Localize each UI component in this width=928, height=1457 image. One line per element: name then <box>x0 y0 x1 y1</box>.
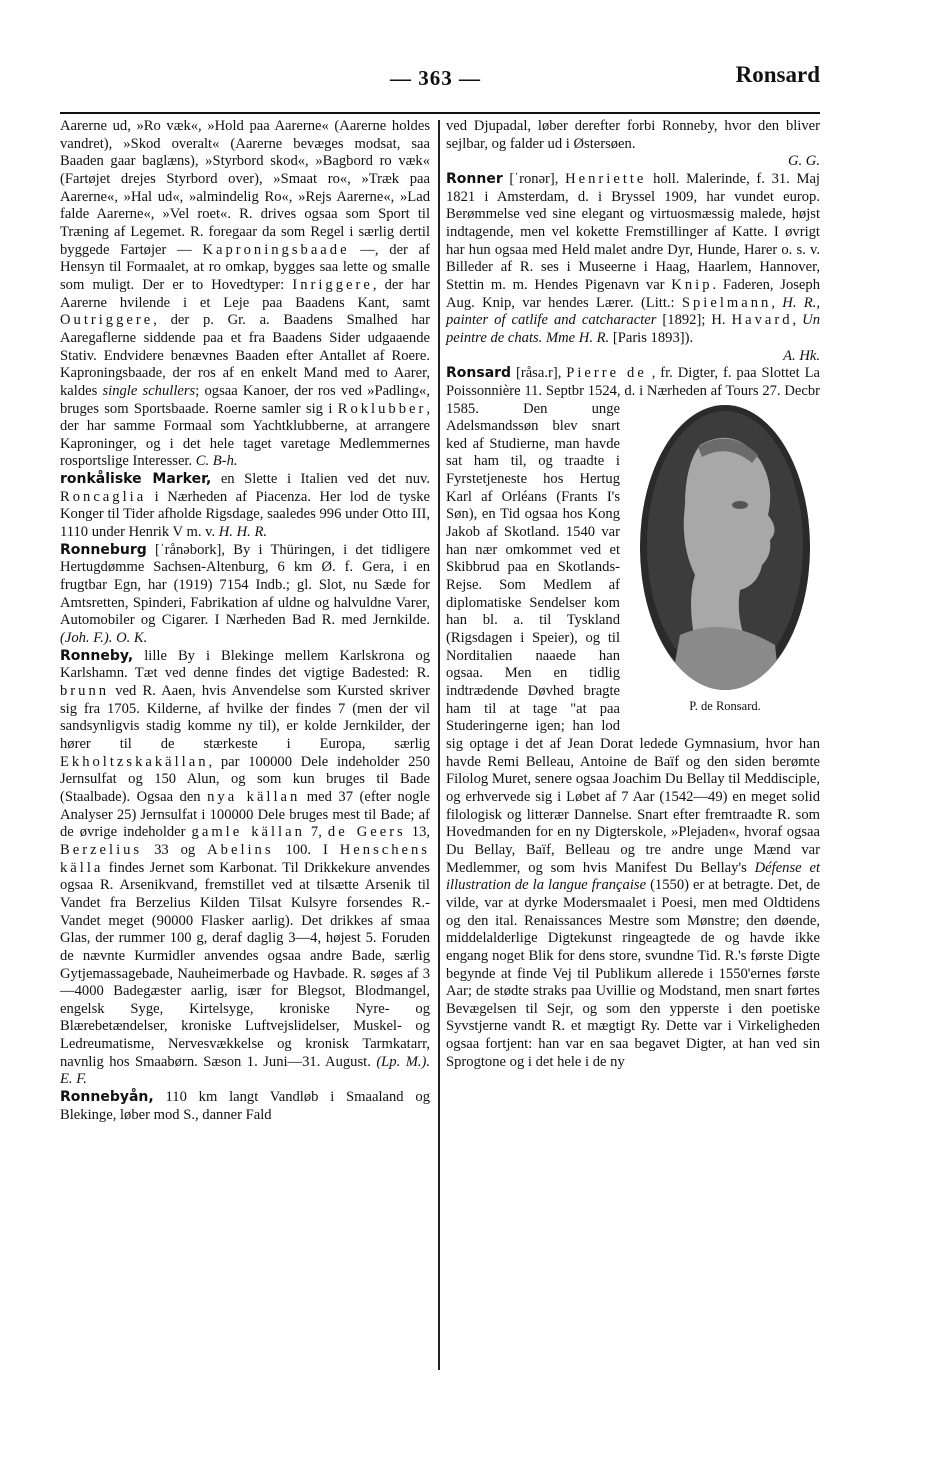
text: [ˈronər], <box>509 170 559 187</box>
entry-ronnebyan <box>60 1089 430 1124</box>
text: [råsa.r], <box>515 365 562 382</box>
text: ved R. Aaen, hvis Anvendelse som Kursted skriver sig fra 1705. Kilderne, af hvilke der findes 7 (men der vil sandsynligvis stadig komme ny til), er kolde Jernkilder, der hører til de stærkeste i Europa, særlig <box>60 683 430 752</box>
header-rule <box>60 112 820 114</box>
text: findes Jernet som Karbonat. Til Drikkekure anvendes ogsaa R. Arsenikvand, fremstillet ved at tilsætte Arsenik til Vandet fra Berzelius Kilden Tilsat Kulsyre forsendes R.-Vandet meget (90000 Flasker aarlig). Det drikkes af smaa Glas, der rummer 100 g, deraf daglig 3—4, højest 5. Foruden de nævnte Kurmidler anvendes ogsaa andre Bade, særlig Gytjemassagebade, Nauheimerbade og Havbade. R. søges af 3—4000 Badegæster aarlig, især for Blegsot, Blodmangel, engelsk Syge, Kirtelsyge, kroniske Nyre- og Blærebetændelser, kroniske Luftvejslidelser, Muskel- og Ledreumatisme, Nervesvækkelse og kronisk Tarmkatarr, navnlig hos Smaabørn. Sæson 1. Juni—31. August. <box>60 859 430 1070</box>
entry-ronneburg <box>60 542 430 648</box>
page-header <box>60 62 820 98</box>
text: , der har Aarerne hvilende i et Leje paa Baadens Kant, samt <box>60 276 430 311</box>
spaced-term: Berzelius <box>60 841 143 858</box>
spaced-term: Kaproningsbaade <box>202 241 350 258</box>
entry-headword: ronkåliske Marker, <box>60 471 212 488</box>
page-number: — 363 — <box>390 66 481 90</box>
entry-ronneby <box>60 648 430 1089</box>
italic-term: Défense et illustration de la langue française <box>446 859 820 894</box>
left-column <box>60 118 430 1124</box>
entry-headword: Ronneby, <box>60 647 134 664</box>
italic-term: single schullers <box>102 382 196 399</box>
entry-headword: Ronsard <box>446 365 512 382</box>
text: 110 km langt Vandløb i Smaaland og Blekinge, løber mod S., danner Fald <box>60 1089 430 1123</box>
text: Aarerne ud, »Ro væk«, »Hold paa Aarerne« (Aarerne holdes vandret), »Skod overalt« (Aarerne bevæges modsat, saa Baaden gaar baglæns), »Styrbord skod«, »Bagbord ro væk« (Fartøjet drejes Styrbord over), »Smaat ro«, »Træk paa Aarerne«, »Hal ud«, »almindelig Ro«, »Rejs Aarerne«, »Lad falde Aarerne«, »Vel roet«. R. drives ogsaa som Sport til Træning af Legemet. R. foregaar da som Regel i særlig dertil byggede Fartøjer — <box>60 118 430 258</box>
spaced-term: Pierre de <box>566 365 647 382</box>
spaced-term: Henschens källa <box>60 841 430 876</box>
text: i Nærheden af Piacenza. Her lod de tyske Konger til Tider afholde Rigsdage, saaledes 996 under Otto III, 1110 under Henrik V m. v. <box>60 488 430 541</box>
text: en Slette i Italien ved det nuv. <box>220 471 430 488</box>
author-signature: (Joh. F.). O. K. <box>60 630 148 647</box>
running-head: Ronsard <box>735 62 820 87</box>
author-signature: H. H. R. <box>218 524 268 541</box>
text: 33 og <box>154 841 196 858</box>
text: holl. Malerinde, f. 31. Maj 1821 i Amsterdam, d. i Bryssel 1909, har vundet europ. Berømmelse ved sine elegant og virtuosmæssig malede, højst indtagende, men vel kokette Fremstillinger af Katte. I øvrigt har hun ogsaa med Held malet andre Dyr, Hunde, Harer o. s. v. Billeder af R. ses i Museerne i Haag, Haarlem, Hannover, Stettin m. m. Hendes Pigenavn var <box>446 170 820 293</box>
spaced-term: de Geers <box>327 824 406 841</box>
entry-headword: Ronneburg <box>60 541 147 558</box>
portrait-figure <box>630 405 820 716</box>
entry-ronsard <box>446 365 820 1071</box>
entry-text-body: unge Adelsmandssøn blev snart ked af Studierne, man havde sat ham til, og traadte i Fyrstetjeneste hos Hertug Karl af Orléans (Frants I's Søn), en Tid ogsaa hos Kong Jakob af Skotland. 1540 var han nær omkommet ved et Skibbrud paa en Skotlands-Rejse. Som Medlem af diplomatiske Sendelser kom han bl. a. til Tyskland (Rigsdagen i Speier), og til Norditalien naaede han ogsaa. Men en tidlig indtrædende Døvhed bragte ham til at tage "at paa Studeringerne igen; han lod sig optage i det af Jean Dorat ledede Gymnasium, hvor han havde Remi Belleau, Antoine de Baïf og den siden berømte Filolog Muret, senere ogsaa Joachim Du Bellay til Meddisciple, og erhvervede sig i Løbet af 7 Aar (1542—49) en meget solid filologisk og litterær Dannelse. Snart efter fremtraadte R. som Hovedmanden for en ny Digterskole, »Plejaden«, hvoraf ogsaa Du Bellay, Baïf, Belleau og tre andre unge Mænd var Medlemmer, og som hvis Manifest Du Bellay's <box>446 400 820 876</box>
author-signature: C. B-h. <box>195 453 238 470</box>
spaced-term: Abelins <box>207 841 274 858</box>
author-signature: (Lp. M.). E. F. <box>60 1053 431 1088</box>
spaced-term: Outriggere <box>60 312 154 329</box>
text: . Faderen, Joseph Aug. Knip, var hendes Lærer. (Litt.: <box>446 276 820 311</box>
text: 13, <box>411 824 431 841</box>
entry-ronnebyan-continued <box>446 118 820 153</box>
entry-roning-continued <box>60 118 430 471</box>
text: 7, <box>310 824 322 841</box>
text: , der har samme Formaal som Yachtklubberne, at arrangere Kaproninger, og i det hele taget varetage Medlemmernes rosportslige Interesser. <box>60 400 430 470</box>
entry-headword: Ronnebyån, <box>60 1089 154 1106</box>
spaced-term: Havard <box>731 312 793 329</box>
entry-ronner <box>446 171 820 348</box>
spaced-term: Roklubber <box>337 400 427 417</box>
spaced-term: nya källan <box>207 788 301 805</box>
ronsard-portrait-image <box>640 405 810 690</box>
text: [ˈrånəbork], By i Thüringen, i det tidligere Hertugdømme Sachsen-Altenburg, 6 km Ø. f. Gera, i en frugtbar Egn, har (1919) 7154 Indb.; gl. Slot, nu Sæde for Amtsretten, Spinderi, Fabrikation af uldne og halvuldne Varer, Automobiler og Cigarer. I Nærheden Bad R. med Jernkilde. <box>60 541 430 629</box>
text: —, der af Hensyn til Formaalet, at ro omkap, bygges saa lette og smalle som muligt. Der er to Hovedtyper: <box>60 241 430 293</box>
spaced-term: Inriggere <box>292 276 373 293</box>
author-signature: G. G. <box>787 153 820 170</box>
text: med 37 (efter nogle Analyser 25) Jernsulfat i 100000 Dele bruges mest til Bade; af de øvrige indeholder <box>60 788 430 841</box>
spaced-term: Ekholtzskakällan <box>60 753 209 770</box>
portrait-silhouette <box>640 405 810 690</box>
text: ved Djupadal, løber derefter forbi Ronneby, hvor den bliver sejlbar, og falder ud i Østersøen. <box>446 118 820 152</box>
right-column <box>446 118 820 1071</box>
spaced-term: brunn <box>60 683 110 699</box>
italic-term: , Un peintre de chats. Mme H. R. <box>446 312 820 346</box>
entry-headword: Ronner <box>446 170 503 187</box>
author-signature: A. Hk. <box>783 347 820 364</box>
text: lille By i Blekinge mellem Karlskrona og Karlshamn. Tæt ved denne findes det vigtige Badested: R. <box>60 647 430 682</box>
entry-ronkaliske-marker <box>60 471 430 542</box>
text: , der p. Gr. a. Baadens Smalhed har Aaregaflerne siddende paa et fra Baadens Sider udgaaende Stativ. Endvidere benævnes Baaden efter Antallet af Roere. Kaproningsbaade, der ros af en enkelt Mand med to Aarer, kaldes <box>60 312 430 399</box>
italic-term: , H. R., painter of catlife and catcharacter <box>446 294 820 329</box>
column-divider <box>438 120 440 1370</box>
spaced-term: Henriette <box>565 170 647 187</box>
spaced-term: gamle källan <box>191 824 305 841</box>
figure-caption: P. de Ronsard. <box>689 698 761 713</box>
text: [1892]; H. <box>662 312 726 329</box>
spaced-term: Roncaglia <box>60 488 147 505</box>
text: [Paris 1893]). <box>612 329 694 346</box>
text: (1550) er at betragte. Det, de vilde, var at dyrke Modersmaalet i Poesi, men med Oldtidens og den ital. Renaissances Mestre som Mønstre; den døende, middelalderlige Digtekunst ringeagtede de og havde ikke engang noget Blik for dens store, svundne Tid. R.'s første Digte begynde at finde Vej til Publikum allerede i 1550'ernes første Aar; de stødte straks paa Uvillie og Modstand, men snart førtes Bevægelsen til Sejr, og som den ypperste i den poetiske Syvstjerne vandt R. et mægtigt Ry. Dette var i Virkeligheden ogsaa fortjent: han var en saa begavet Digter, at han ved sin Sprogtone og i det hele i de ny <box>446 877 820 1070</box>
spaced-term: Knip <box>671 276 713 293</box>
text: , par 100000 Dele indeholder 250 Jernsulfat og 150 Alun, og som kun bruges til Bade (Staalbade). Ogsaa den <box>60 753 430 805</box>
spaced-term: Spielmann <box>681 294 772 311</box>
entry-text-start: , fr. Digter, f. paa Slottet La Poissonnière 11. Septbr 1524, d. i Nærheden af Tours 27. Decbr 1585. Den <box>446 365 820 417</box>
text: 100. I <box>285 841 328 858</box>
text: ; ogsaa Kanoer, der ros ved »Padling«, bruges som Sportsbaade. Roerne samler sig i <box>60 382 430 417</box>
